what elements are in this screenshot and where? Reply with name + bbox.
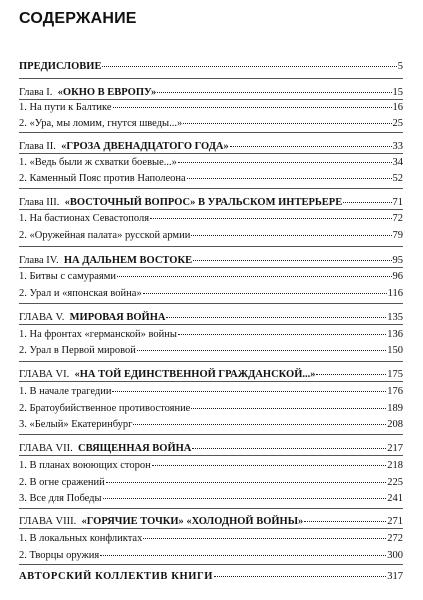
dot-leader — [230, 146, 392, 147]
chapter-title: «ГОРЯЧИЕ ТОЧКИ» «ХОЛОДНОЙ ВОЙНЫ» — [81, 516, 304, 527]
dot-leader — [102, 66, 396, 67]
divider — [19, 381, 403, 382]
chapter-title: «НА ТОЙ ЕДИНСТВЕННОЙ ГРАЖДАНСКОЙ...» — [74, 369, 316, 380]
dot-leader — [316, 374, 386, 375]
dot-leader — [166, 317, 386, 318]
chapter-title: «ВОСТОЧНЫЙ ВОПРОС» В УРАЛЬСКОМ ИНТЕРЬЕРЕ — [64, 197, 343, 208]
dot-leader — [192, 448, 386, 449]
page-number: 34 — [392, 157, 403, 168]
dot-leader — [343, 202, 391, 203]
section-label: 1. На пути к Балтике — [19, 102, 112, 113]
chapter-number: Глава IV. — [19, 255, 59, 266]
dot-leader — [157, 92, 391, 93]
page-number: 96 — [392, 271, 403, 282]
page-number: 272 — [387, 533, 403, 544]
toc-chapter-6[interactable] — [19, 368, 403, 381]
toc-section[interactable] — [19, 328, 403, 341]
toc-section[interactable] — [19, 287, 403, 300]
page-number: 189 — [387, 403, 403, 414]
section-label: 2. Урал и «японская война» — [19, 288, 142, 299]
divider — [19, 434, 403, 435]
chapter-number: ГЛАВА VI. — [19, 369, 70, 380]
page-number: 79 — [392, 230, 403, 241]
dot-leader — [117, 276, 391, 277]
toc-section[interactable] — [19, 117, 403, 130]
chapter-number: Глава I. — [19, 87, 53, 98]
chapter-title: СВЯЩЕННАЯ ВОЙНА — [78, 443, 192, 454]
section-label: 1. В локальных конфликтах — [19, 533, 143, 544]
dot-leader — [191, 408, 386, 409]
toc-entry-authors[interactable] — [19, 570, 403, 583]
toc-chapter-3[interactable] — [19, 196, 403, 209]
divider — [19, 99, 403, 100]
toc-section[interactable] — [19, 532, 403, 545]
preface-label: ПРЕДИСЛОВИЕ — [19, 61, 102, 72]
toc-section[interactable] — [19, 101, 403, 114]
page-number: 5 — [397, 61, 403, 72]
toc-section[interactable] — [19, 212, 403, 225]
page-number: 241 — [387, 493, 403, 504]
dot-leader — [191, 235, 391, 236]
dot-leader — [178, 334, 386, 335]
authors-label: АВТОРСКИЙ КОЛЛЕКТИВ КНИГИ — [19, 571, 214, 582]
dot-leader — [304, 521, 386, 522]
divider — [19, 153, 403, 154]
divider — [19, 303, 403, 304]
chapter-number: ГЛАВА VIII. — [19, 516, 77, 527]
dot-leader — [187, 178, 392, 179]
toc-section[interactable] — [19, 476, 403, 489]
dot-leader — [100, 555, 386, 556]
toc-chapter-7[interactable] — [19, 442, 403, 455]
page-number: 136 — [387, 329, 403, 340]
page-number: 218 — [387, 460, 403, 471]
divider — [19, 267, 403, 268]
divider — [19, 361, 403, 362]
dot-leader — [214, 576, 386, 577]
section-label: 1. В планах воюющих сторон — [19, 460, 151, 471]
dot-leader — [143, 538, 386, 539]
toc-section[interactable] — [19, 270, 403, 283]
dot-leader — [178, 162, 392, 163]
toc-section[interactable] — [19, 156, 403, 169]
section-label: 2. Братоубийственное противостояние — [19, 403, 191, 414]
dot-leader — [103, 498, 387, 499]
section-label: 2. Творцы оружия — [19, 550, 100, 561]
dot-leader — [106, 482, 386, 483]
toc-chapter-8[interactable] — [19, 515, 403, 528]
chapter-number: ГЛАВА V. — [19, 312, 65, 323]
toc-section[interactable] — [19, 344, 403, 357]
divider — [19, 455, 403, 456]
divider — [19, 246, 403, 247]
toc-chapter-5[interactable] — [19, 311, 403, 324]
toc-section[interactable] — [19, 229, 403, 242]
section-label: 2. «Оружейная палата» русской армии — [19, 230, 191, 241]
dot-leader — [150, 218, 391, 219]
page-number: 175 — [387, 369, 403, 380]
chapter-number: Глава III. — [19, 197, 60, 208]
divider — [19, 324, 403, 325]
table-of-contents — [19, 0, 403, 600]
dot-leader — [183, 123, 391, 124]
dot-leader — [137, 350, 386, 351]
page-number: 217 — [387, 443, 403, 454]
section-label: 3. «Белый» Екатеринбург — [19, 419, 133, 430]
page-number: 95 — [392, 255, 403, 266]
page-number: 16 — [392, 102, 403, 113]
page-number: 271 — [387, 516, 403, 527]
page-number: 150 — [387, 345, 403, 356]
page-number: 135 — [387, 312, 403, 323]
dot-leader — [193, 260, 391, 261]
section-label: 2. Каменный Пояс против Наполеона — [19, 173, 186, 184]
divider — [19, 188, 403, 189]
toc-section[interactable] — [19, 385, 403, 398]
dot-leader — [152, 465, 387, 466]
toc-section[interactable] — [19, 402, 403, 415]
toc-section[interactable] — [19, 172, 403, 185]
chapter-title: МИРОВАЯ ВОЙНА — [69, 312, 166, 323]
dot-leader — [143, 293, 387, 294]
page-number: 300 — [387, 550, 403, 561]
divider — [19, 209, 403, 210]
page-number: 72 — [392, 213, 403, 224]
page-number: 317 — [387, 571, 403, 582]
section-label: 2. В огне сражений — [19, 477, 105, 488]
dot-leader — [113, 107, 392, 108]
section-label: 1. На фронтах «германской» войны — [19, 329, 177, 340]
section-label: 1. На бастионах Севастополя — [19, 213, 150, 224]
page-number: 208 — [387, 419, 403, 430]
dot-leader — [133, 424, 386, 425]
chapter-title: НА ДАЛЬНЕМ ВОСТОКЕ — [63, 255, 193, 266]
toc-chapter-1[interactable] — [19, 86, 403, 99]
section-label: 1. Битвы с самураями — [19, 271, 117, 282]
toc-section[interactable] — [19, 492, 403, 505]
section-label: 3. Все для Победы — [19, 493, 102, 504]
chapter-number: ГЛАВА VII. — [19, 443, 73, 454]
divider — [19, 78, 403, 79]
page-number: 116 — [387, 288, 403, 299]
toc-section[interactable] — [19, 418, 403, 431]
divider — [19, 528, 403, 529]
toc-chapter-4[interactable] — [19, 254, 403, 267]
chapter-number: Глава II. — [19, 141, 56, 152]
toc-section[interactable] — [19, 459, 403, 472]
chapter-title: «ГРОЗА ДВЕНАДЦАТОГО ГОДА» — [61, 141, 229, 152]
chapter-title: «ОКНО В ЕВРОПУ» — [57, 87, 157, 98]
toc-chapter-2[interactable] — [19, 140, 403, 153]
toc-entry-preface[interactable] — [19, 60, 403, 73]
page-number: 25 — [392, 118, 403, 129]
section-label: 2. Урал в Первой мировой — [19, 345, 136, 356]
dot-leader — [112, 391, 386, 392]
section-label: 1. В начале трагедии — [19, 386, 112, 397]
section-label: 1. «Ведь были ж схватки боевые...» — [19, 157, 177, 168]
page-number: 225 — [387, 477, 403, 488]
divider — [19, 132, 403, 133]
divider — [19, 508, 403, 509]
page-number: 71 — [392, 197, 403, 208]
page-number: 52 — [392, 173, 403, 184]
page-number: 33 — [392, 141, 403, 152]
page-title: СОДЕРЖАНИЕ — [19, 10, 137, 27]
page-number: 15 — [392, 87, 403, 98]
toc-section[interactable] — [19, 549, 403, 562]
divider — [19, 564, 403, 565]
page-number: 176 — [387, 386, 403, 397]
section-label: 2. «Ура, мы ломим, гнутся шведы...» — [19, 118, 183, 129]
